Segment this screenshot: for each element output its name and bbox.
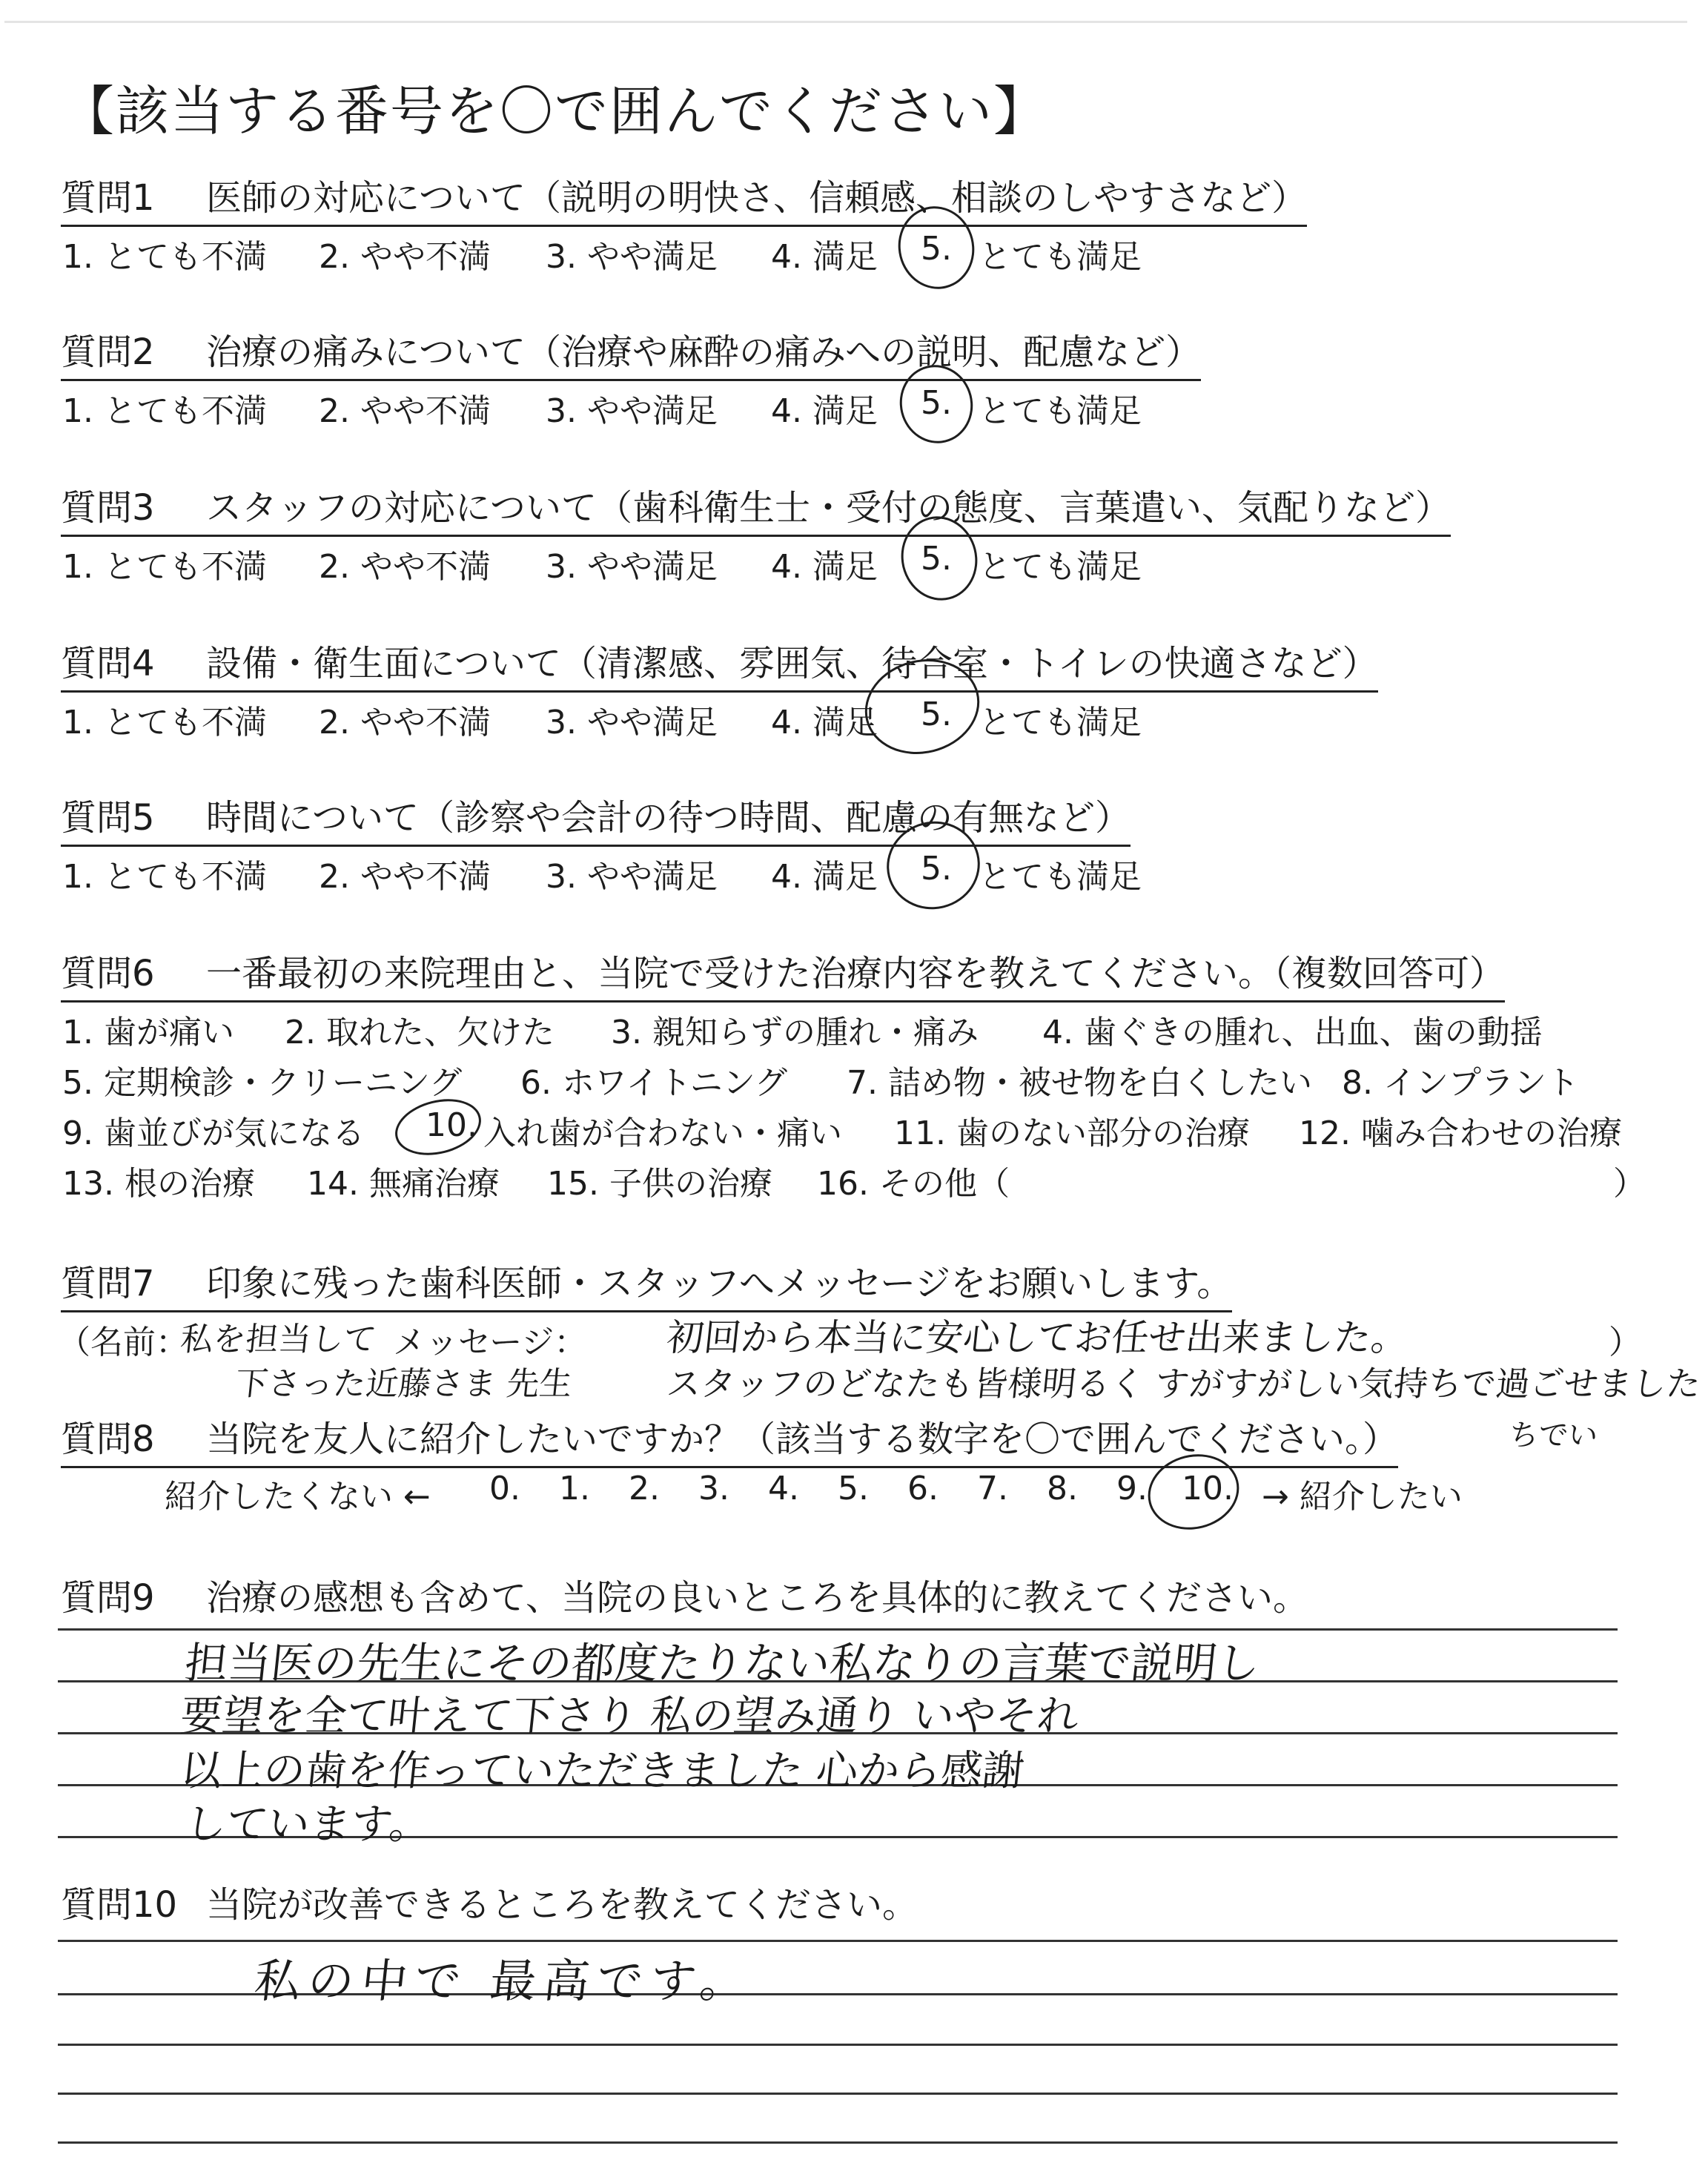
q4-option-1[interactable]: 1. とても不満 xyxy=(62,704,267,742)
question-4-title xyxy=(61,635,1378,693)
question-6-number: 質問6 xyxy=(61,953,155,994)
q6-option-7[interactable]: 7. 詰め物・被せ物を白くしたい xyxy=(847,1064,1312,1102)
question-9-title xyxy=(61,1569,1308,1625)
q5-option-2[interactable]: 2. やや不満 xyxy=(319,858,491,896)
q8-option-1[interactable]: 1. xyxy=(559,1470,590,1507)
q3-option-4[interactable]: 4. 満足 xyxy=(771,548,878,586)
q9-hand-line-4: しています。 xyxy=(182,1800,434,1849)
question-8-number: 質問8 xyxy=(61,1418,155,1460)
question-1-number: 質問1 xyxy=(61,177,155,219)
q4-option-2[interactable]: 2. やや不満 xyxy=(319,704,491,742)
question-10-text: 当院が改善できるところを教えてください。 xyxy=(206,1884,918,1926)
q8-option-10[interactable]: 10. xyxy=(1182,1470,1234,1507)
question-5-text: 時間について（診察や会計の待つ時間、配慮の有無など） xyxy=(206,797,1131,839)
q5-option-5-label: とても満足 xyxy=(979,858,1142,896)
question-7-text: 印象に残った歯科医師・スタッフへメッセージをお願いします。 xyxy=(206,1263,1233,1304)
q6-option-11[interactable]: 11. 歯のない部分の治療 xyxy=(894,1114,1250,1152)
q1-option-4[interactable]: 4. 満足 xyxy=(771,238,878,276)
question-4-text: 設備・衛生面について（清潔感、雰囲気、待合室・トイレの快適さなど） xyxy=(206,643,1378,684)
q6-option-8[interactable]: 8. インプラント xyxy=(1342,1064,1579,1102)
q9-hand-line-1: 担当医の先生にその都度たりない私なりの言葉で説明し xyxy=(182,1638,1263,1688)
question-1-text: 医師の対応について（説明の明快さ、信頼感、相談のしやすさなど） xyxy=(206,177,1308,219)
q10-ruled-line xyxy=(58,2044,1618,2046)
q2-option-5[interactable]: 5. xyxy=(921,384,952,422)
question-2-title xyxy=(61,323,1201,381)
q7-hand-name-2: 下さった近藤さま 先生 xyxy=(233,1365,575,1403)
question-5-number: 質問5 xyxy=(61,797,155,839)
q1-option-5[interactable]: 5. xyxy=(921,230,952,268)
question-6-title xyxy=(61,945,1505,1003)
question-3-title xyxy=(61,479,1451,537)
q6-option-6[interactable]: 6. ホワイトニング xyxy=(520,1064,788,1102)
q10-ruled-line xyxy=(58,1940,1618,1942)
q1-option-5-label: とても満足 xyxy=(979,238,1142,276)
q9-hand-line-3: 以上の歯を作っていただきました 心から感謝 xyxy=(178,1747,1027,1795)
q6-option-14[interactable]: 14. 無痛治療 xyxy=(307,1165,500,1203)
question-3-number: 質問3 xyxy=(61,487,155,529)
q8-option-3[interactable]: 3. xyxy=(698,1470,729,1507)
q8-option-2[interactable]: 2. xyxy=(629,1470,660,1507)
q2-option-3[interactable]: 3. やや満足 xyxy=(546,392,718,430)
question-4-number: 質問4 xyxy=(61,643,155,684)
q3-option-3[interactable]: 3. やや満足 xyxy=(546,548,718,586)
q5-option-5[interactable]: 5. xyxy=(921,850,952,888)
q8-option-9[interactable]: 9. xyxy=(1116,1470,1148,1507)
q2-option-2[interactable]: 2. やや不満 xyxy=(319,392,491,430)
q4-option-5-label: とても満足 xyxy=(979,704,1142,742)
q3-option-5[interactable]: 5. xyxy=(921,540,952,578)
q8-left-label: 紹介したくない ← xyxy=(165,1478,431,1516)
q7-close-paren: ） xyxy=(1609,1324,1641,1361)
q8-right-label: → 紹介したい xyxy=(1262,1478,1463,1516)
q6-option-12[interactable]: 12. 噛み合わせの治療 xyxy=(1299,1114,1622,1152)
q4-option-3[interactable]: 3. やや満足 xyxy=(546,704,718,742)
question-1-title xyxy=(61,169,1307,227)
question-6-text: 一番最初の来院理由と、当院で受けた治療内容を教えてください。（複数回答可） xyxy=(206,953,1506,994)
q4-option-5[interactable]: 5. xyxy=(921,696,952,733)
q8-option-4[interactable]: 4. xyxy=(768,1470,799,1507)
q2-option-4[interactable]: 4. 満足 xyxy=(771,392,878,430)
question-3-text: スタッフの対応について（歯科衛生士・受付の態度、言葉遣い、気配りなど） xyxy=(206,487,1452,529)
question-7-title xyxy=(61,1255,1232,1312)
q8-option-8[interactable]: 8. xyxy=(1047,1470,1078,1507)
question-10-title xyxy=(61,1876,918,1932)
question-7-number: 質問7 xyxy=(61,1263,155,1304)
q7-hand-name-1: 私を担当して xyxy=(178,1321,379,1358)
q6-option-10-label: 入れ歯が合わない・痛い xyxy=(483,1114,842,1152)
q7-hand-message-2: スタッフのどなたも皆様明るく すがすがしい気持ちで過ごせました xyxy=(664,1364,1703,1404)
q6-option-16-close: ） xyxy=(1613,1165,1646,1203)
q2-option-5-label: とても満足 xyxy=(979,392,1142,430)
q4-option-4[interactable]: 4. 満足 xyxy=(771,704,878,742)
question-10-number: 質問10 xyxy=(61,1884,178,1926)
q6-option-9[interactable]: 9. 歯並びが気になる xyxy=(62,1114,365,1152)
q8-option-0[interactable]: 0. xyxy=(489,1470,520,1507)
q5-option-4[interactable]: 4. 満足 xyxy=(771,858,878,896)
q6-option-13[interactable]: 13. 根の治療 xyxy=(62,1165,255,1203)
q6-option-16[interactable]: 16. その他（ xyxy=(817,1165,1010,1203)
q10-ruled-line xyxy=(58,2141,1618,2144)
q1-option-1[interactable]: 1. とても不満 xyxy=(62,238,267,276)
question-8-text: 当院を友人に紹介したいですか？（該当する数字を〇で囲んでください。） xyxy=(206,1418,1399,1460)
q6-option-3[interactable]: 3. 親知らずの腫れ・痛み xyxy=(611,1014,979,1051)
q1-option-3[interactable]: 3. やや満足 xyxy=(546,238,718,276)
q3-option-2[interactable]: 2. やや不満 xyxy=(319,548,491,586)
q8-option-5[interactable]: 5. xyxy=(838,1470,869,1507)
page-top-rule xyxy=(4,21,1687,23)
q6-option-2[interactable]: 2. 取れた、欠けた xyxy=(285,1014,555,1051)
q8-option-6[interactable]: 6. xyxy=(907,1470,939,1507)
q6-option-4[interactable]: 4. 歯ぐきの腫れ、出血、歯の動揺 xyxy=(1042,1014,1543,1051)
q1-option-2[interactable]: 2. やや不満 xyxy=(319,238,491,276)
q6-option-5[interactable]: 5. 定期検診・クリーニング xyxy=(62,1064,463,1102)
question-9-text: 治療の感想も含めて、当院の良いところを具体的に教えてください。 xyxy=(206,1577,1309,1619)
q2-option-1[interactable]: 1. とても不満 xyxy=(62,392,267,430)
q5-option-1[interactable]: 1. とても不満 xyxy=(62,858,267,896)
question-2-text: 治療の痛みについて（治療や麻酔の痛みへの説明、配慮など） xyxy=(206,331,1202,373)
q7-message-label: メッセージ： xyxy=(393,1324,587,1361)
q10-ruled-line xyxy=(58,2093,1618,2095)
q7-name-label: （名前： xyxy=(58,1324,188,1361)
question-9-number: 質問9 xyxy=(61,1577,155,1619)
q8-option-7[interactable]: 7. xyxy=(977,1470,1008,1507)
q7-hand-message-3: ちでい xyxy=(1507,1418,1600,1453)
q9-hand-line-2: 要望を全て叶えて下さり 私の望み通り いやそれ xyxy=(178,1692,1082,1740)
q10-hand-line-1: 私の中で 最高です。 xyxy=(251,1954,757,2008)
q6-option-1[interactable]: 1. 歯が痛い xyxy=(62,1014,234,1051)
q5-option-3[interactable]: 3. やや満足 xyxy=(546,858,718,896)
q6-option-10[interactable]: 10. xyxy=(426,1106,477,1144)
q6-option-15[interactable]: 15. 子供の治療 xyxy=(547,1165,772,1203)
q7-hand-message-1: 初回から本当に安心してお任せ出来ました。 xyxy=(664,1316,1411,1359)
page-heading: 【該当する番号を〇で囲んでください】 xyxy=(61,80,1049,142)
q3-option-5-label: とても満足 xyxy=(979,548,1142,586)
q3-option-1[interactable]: 1. とても不満 xyxy=(62,548,267,586)
question-2-number: 質問2 xyxy=(61,331,155,373)
